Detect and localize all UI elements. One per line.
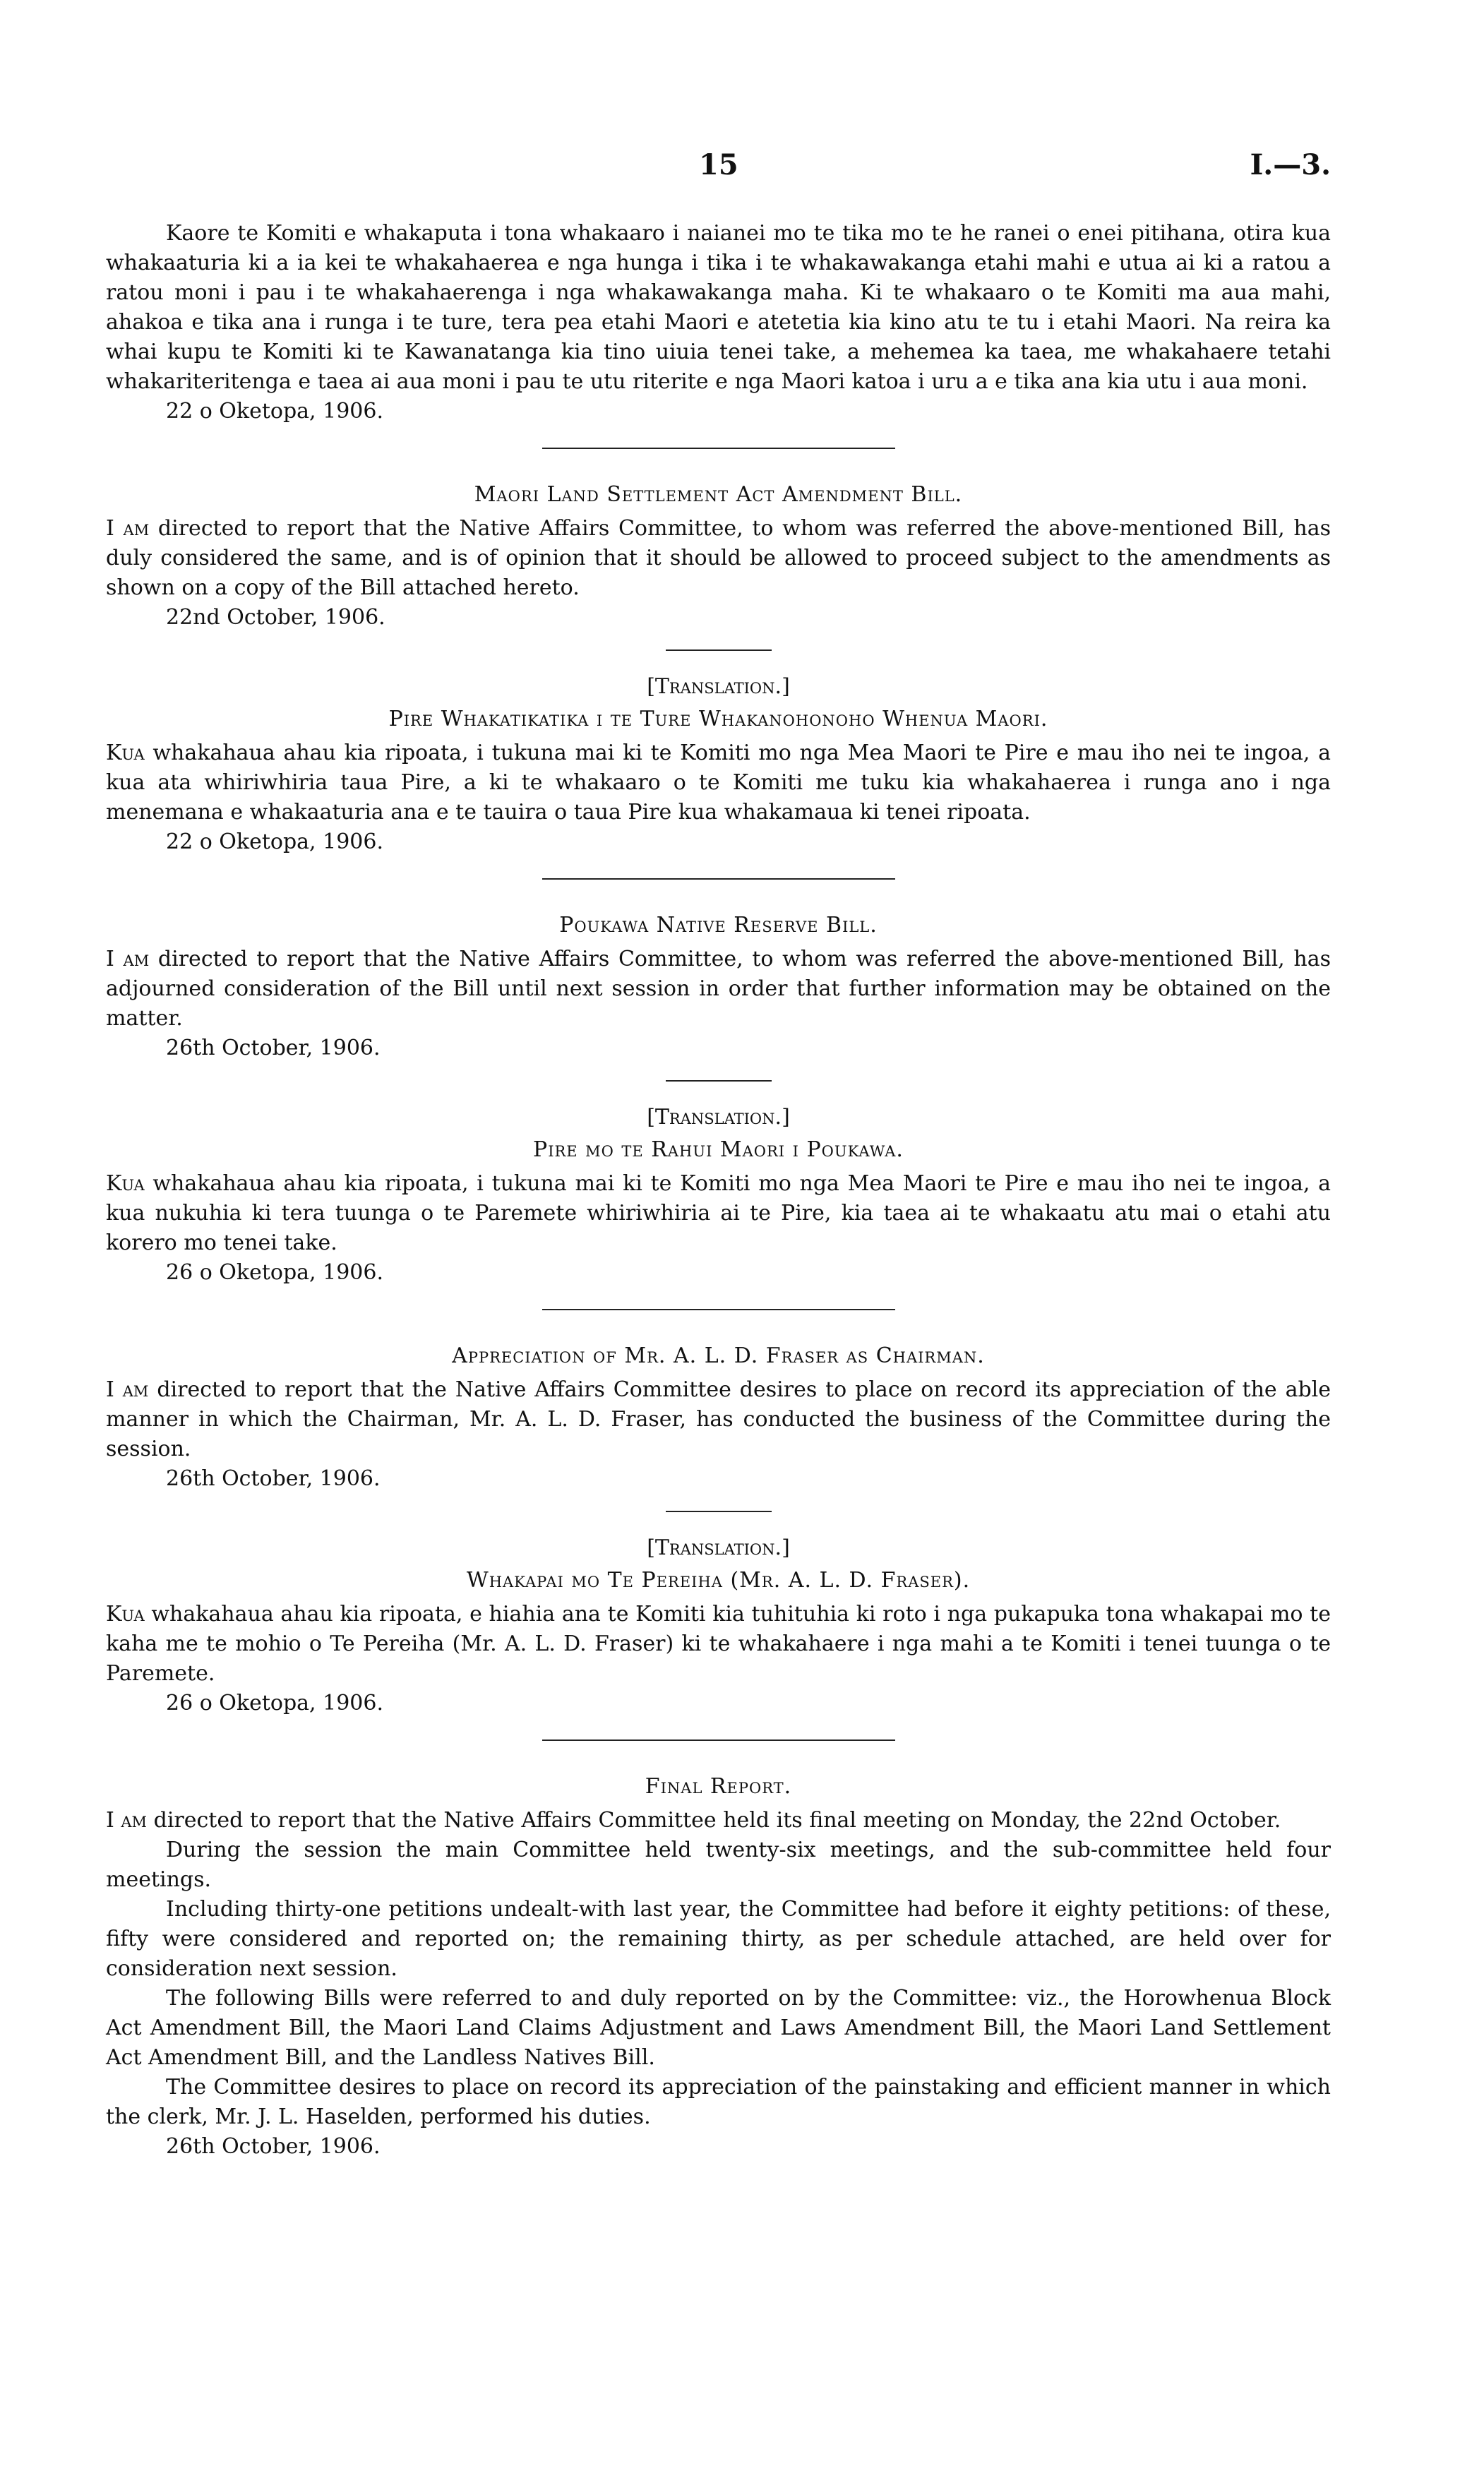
section-paragraph [106, 945, 1331, 1034]
lead-words: Kua [106, 1171, 145, 1196]
translation-date: 26 o Oketopa, 1906. [166, 1691, 383, 1715]
translation-heading: Pire mo te Rahui Maori i Poukawa. [533, 1137, 904, 1162]
section-divider [542, 448, 895, 449]
translation-date: 22 o Oketopa, 1906. [166, 830, 383, 854]
section-divider [542, 878, 895, 880]
intro-date: 22 o Oketopa, 1906. [166, 399, 383, 424]
paragraph-text: directed to report that the Native Affairs Committee desires to place on record its appreciation of the able manner in which the Chairman, Mr. A. L. D. Fraser, has conducted the business of the Committee during the session. [106, 1377, 1332, 1461]
section-date: 22nd October, 1906. [166, 605, 385, 630]
section-divider [542, 1309, 895, 1310]
translation-paragraph [106, 1600, 1331, 1689]
section-date: 26th October, 1906. [166, 1466, 381, 1491]
section-heading-maori-land-settlement: Maori Land Settlement Act Amendment Bill. [474, 482, 963, 507]
translation-date: 26 o Oketopa, 1906. [166, 1260, 383, 1285]
translation-heading: Pire Whakatikatika i te Ture Whakanohonoho Whenua Maori. [388, 707, 1048, 731]
intro-paragraph: Kaore te Komiti e whakaputa i tona whakaaro i naianei mo te tika mo te he ranei o enei pitihana, otira kua whakaaturia ki a ia kei te whakahaerea e nga hunga i tika i te whakawakanga etahi mahi e utua ai ki a ratou a ratou moni i pau i te whakahaerenga i nga whakawakanga maha. Ki te whakaaro o te Komiti ma aua mahi, ahakoa e tika ana i runga i te ture, tera pea etahi Maori e atetetia kia kino atu te tu i etahi Maori. Na reira ka whai kupu te Komiti ki te Kawanatanga kia tino uiuia tenei take, a mehemea ka taea, me whakahaere tetahi whakariteritenga e taea ai aua moni i pau te utu riterite e nga Maori katoa i uru a e tika ana kia utu i aua moni. [106, 221, 1331, 394]
lead-words: Kua [106, 741, 145, 765]
paragraph-text: whakahaua ahau kia ripoata, e hiahia ana te Komiti kia tuhituhia ki roto i nga pukapuka tona whakapai mo te kaha me te mohio o Te Pereiha (Mr. A. L. D. Fraser) ki te whakahaere i nga mahi a te Komiti i tenei tuunga o te Paremete. [106, 1602, 1331, 1686]
translation-divider [666, 649, 772, 651]
section-paragraph [106, 514, 1331, 603]
document-reference: I.—3. [1250, 148, 1331, 181]
lead-words: I am [106, 1808, 148, 1833]
section-date: 26th October, 1906. [166, 1036, 381, 1060]
paragraph-text: directed to report that the Native Affairs Committee, to whom was referred the above-mentioned Bill, has adjourned consideration of the Bill until next session in order that further information may be obtained on the matter. [106, 947, 1331, 1031]
translation-paragraph [106, 738, 1331, 827]
section-divider [542, 1740, 895, 1741]
final-report-paragraph: During the session the main Committee held twenty-six meetings, and the sub-committee held four meetings. [106, 1838, 1331, 1892]
translation-label: [Translation.] [647, 1535, 790, 1560]
final-report-paragraph [106, 1806, 1331, 1836]
translation-label: [Translation.] [647, 1105, 790, 1130]
section-heading-appreciation-fraser: Appreciation of Mr. A. L. D. Fraser as Chairman. [452, 1343, 985, 1368]
lead-words: Kua [106, 1602, 145, 1627]
final-report-date: 26th October, 1906. [166, 2134, 381, 2159]
lead-words: I am [106, 516, 150, 541]
page-number: 15 [699, 148, 738, 181]
section-heading-poukawa-reserve: Poukawa Native Reserve Bill. [559, 913, 878, 938]
paragraph-text: directed to report that the Native Affairs Committee, to whom was referred the above-mentioned Bill, has duly considered the same, and is of opinion that it should be allowed to proceed subject to the amendments as shown on a copy of the Bill attached hereto. [106, 516, 1331, 600]
final-report-paragraph: The following Bills were referred to and duly reported on by the Committee: viz., the Horowhenua Block Act Amendment Bill, the Maori Land Claims Adjustment and Laws Amendment Bill, the Maori Land Settlement Act Amendment Bill, and the Landless Natives Bill. [106, 1986, 1331, 2070]
document-body [106, 219, 1331, 2162]
paragraph-text: whakahaua ahau kia ripoata, i tukuna mai ki te Komiti mo nga Mea Maori te Pire e mau iho nei te ingoa, a kua nukuhia ki tera tuunga o te Paremete whiriwhiria ai te Pire, kia taea ai te whakaatu atu mai o etahi atu korero mo tenei take. [106, 1171, 1331, 1255]
section-paragraph [106, 1375, 1331, 1464]
paragraph-text: directed to report that the Native Affairs Committee held its final meeting on Monday, the 22nd October. [153, 1808, 1281, 1833]
translation-divider [666, 1511, 772, 1512]
lead-words: I am [106, 947, 150, 971]
final-report-paragraph: Including thirty-one petitions undealt-with last year, the Committee had before it eighty petitions: of these, fifty were considered and reported on; the remaining thirty, as per schedule attached, are held over for consideration next session. [106, 1897, 1331, 1981]
translation-paragraph [106, 1169, 1331, 1258]
lead-words: I am [106, 1377, 149, 1402]
page-header [106, 148, 1331, 191]
paragraph-text: whakahaua ahau kia ripoata, i tukuna mai ki te Komiti mo nga Mea Maori te Pire e mau iho nei te ingoa, a kua ata whiriwhiria taua Pire, a ki te whakaaro o te Komiti me tuku kia whakahaerea i runga ano i nga menemana e whakaaturia ana e te tauira o taua Pire kua whakamaua ki tenei ripoata. [106, 741, 1331, 825]
translation-heading: Whakapai mo Te Pereiha (Mr. A. L. D. Fraser). [466, 1568, 971, 1593]
final-report-paragraph: The Committee desires to place on record its appreciation of the painstaking and efficient manner in which the clerk, Mr. J. L. Haselden, performed his duties. [106, 2075, 1331, 2129]
translation-divider [666, 1080, 772, 1082]
translation-label: [Translation.] [647, 674, 790, 699]
final-report-heading: Final Report. [645, 1774, 792, 1799]
